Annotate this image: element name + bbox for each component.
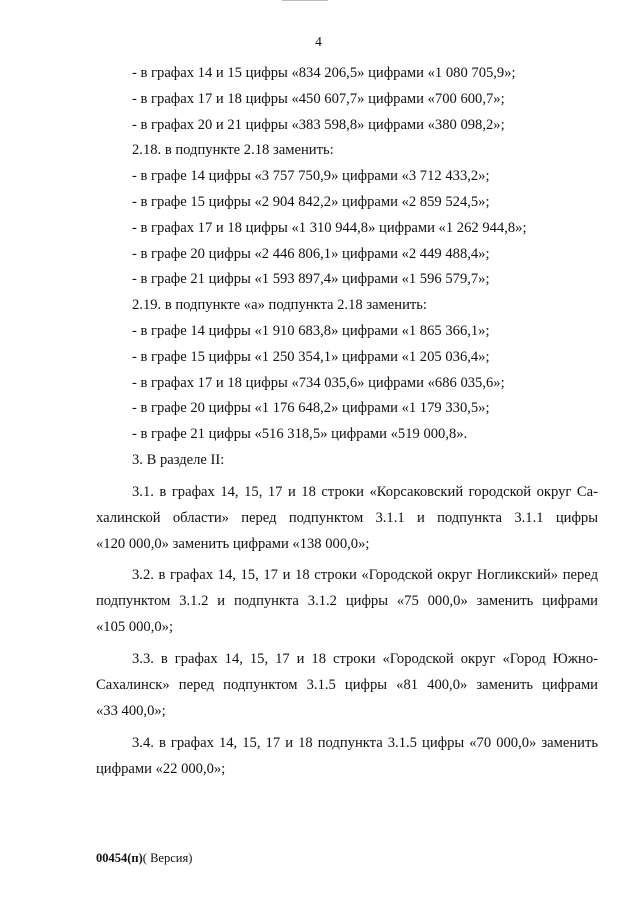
paragraph-line: 3.2. в графах 14, 15, 17 и 18 строки «Городской округ Ногликский» перед — [132, 567, 598, 584]
paragraph-3-1 — [96, 480, 598, 558]
document-footer — [96, 851, 192, 866]
document-body — [96, 61, 598, 783]
list-item: - в графах 20 и 21 цифры «383 598,8» цифрами «380 098,2»; — [132, 116, 505, 133]
list-item: - в графе 20 цифры «2 446 806,1» цифрами «2 449 488,4»; — [132, 245, 490, 262]
list-item: - в графе 20 цифры «1 176 648,2» цифрами «1 179 330,5»; — [132, 400, 490, 417]
section-heading-3: 3. В разделе II: — [132, 451, 225, 468]
document-version: ( Версия) — [142, 851, 193, 865]
scan-edge-mark — [282, 0, 328, 1]
list-item: - в графе 21 цифры «516 318,5» цифрами «519 000,8». — [132, 426, 468, 443]
paragraph-line: 3.1. в графах 14, 15, 17 и 18 строки «Корсаковский городской округ Са- — [132, 483, 598, 500]
list-item: - в графах 17 и 18 цифры «734 035,6» цифрами «686 035,6»; — [132, 374, 505, 391]
list-item: - в графе 21 цифры «1 593 897,4» цифрами «1 596 579,7»; — [132, 271, 490, 288]
paragraph-3-2 — [96, 563, 598, 641]
list-item: - в графах 17 и 18 цифры «450 607,7» цифрами «700 600,7»; — [132, 90, 505, 107]
list-item: - в графе 14 цифры «3 757 750,9» цифрами «3 712 433,2»; — [132, 168, 490, 185]
list-item: - в графе 15 цифры «2 904 842,2» цифрами «2 859 524,5»; — [132, 193, 490, 210]
paragraph-line: «33 400,0»; — [96, 702, 166, 719]
paragraph-line: халинской области» перед подпунктом 3.1.1 и подпункта 3.1.1 цифры — [96, 509, 598, 526]
paragraph-3-4 — [96, 731, 598, 783]
paragraph-line: 3.3. в графах 14, 15, 17 и 18 строки «Городской округ «Город Южно- — [132, 651, 598, 668]
paragraph-line: «120 000,0» заменить цифрами «138 000,0»; — [96, 535, 370, 552]
paragraph-line: 3.4. в графах 14, 15, 17 и 18 подпункта 3.1.5 цифры «70 000,0» заменить — [132, 734, 598, 751]
list-item: - в графах 14 и 15 цифры «834 206,5» цифрами «1 080 705,9»; — [132, 65, 516, 81]
paragraph-line: «105 000,0»; — [96, 619, 174, 636]
paragraph-3-3 — [96, 647, 598, 725]
list-item: - в графах 17 и 18 цифры «1 310 944,8» цифрами «1 262 944,8»; — [132, 219, 527, 236]
list-item: - в графе 15 цифры «1 250 354,1» цифрами «1 205 036,4»; — [132, 348, 490, 365]
paragraph-line: Сахалинск» перед подпунктом 3.1.5 цифры «81 400,0» заменить цифрами — [96, 676, 598, 693]
section-heading-2-18: 2.18. в подпункте 2.18 заменить: — [132, 142, 334, 159]
page-number: 4 — [315, 34, 322, 49]
list-item: - в графе 14 цифры «1 910 683,8» цифрами «1 865 366,1»; — [132, 322, 490, 339]
document-code: 00454(п) — [96, 851, 143, 865]
section-heading-2-19: 2.19. в подпункте «а» подпункта 2.18 заменить: — [132, 297, 427, 314]
paragraph-line: подпунктом 3.1.2 и подпункта 3.1.2 цифры «75 000,0» заменить цифрами — [96, 593, 598, 610]
paragraph-line: цифрами «22 000,0»; — [96, 760, 226, 777]
